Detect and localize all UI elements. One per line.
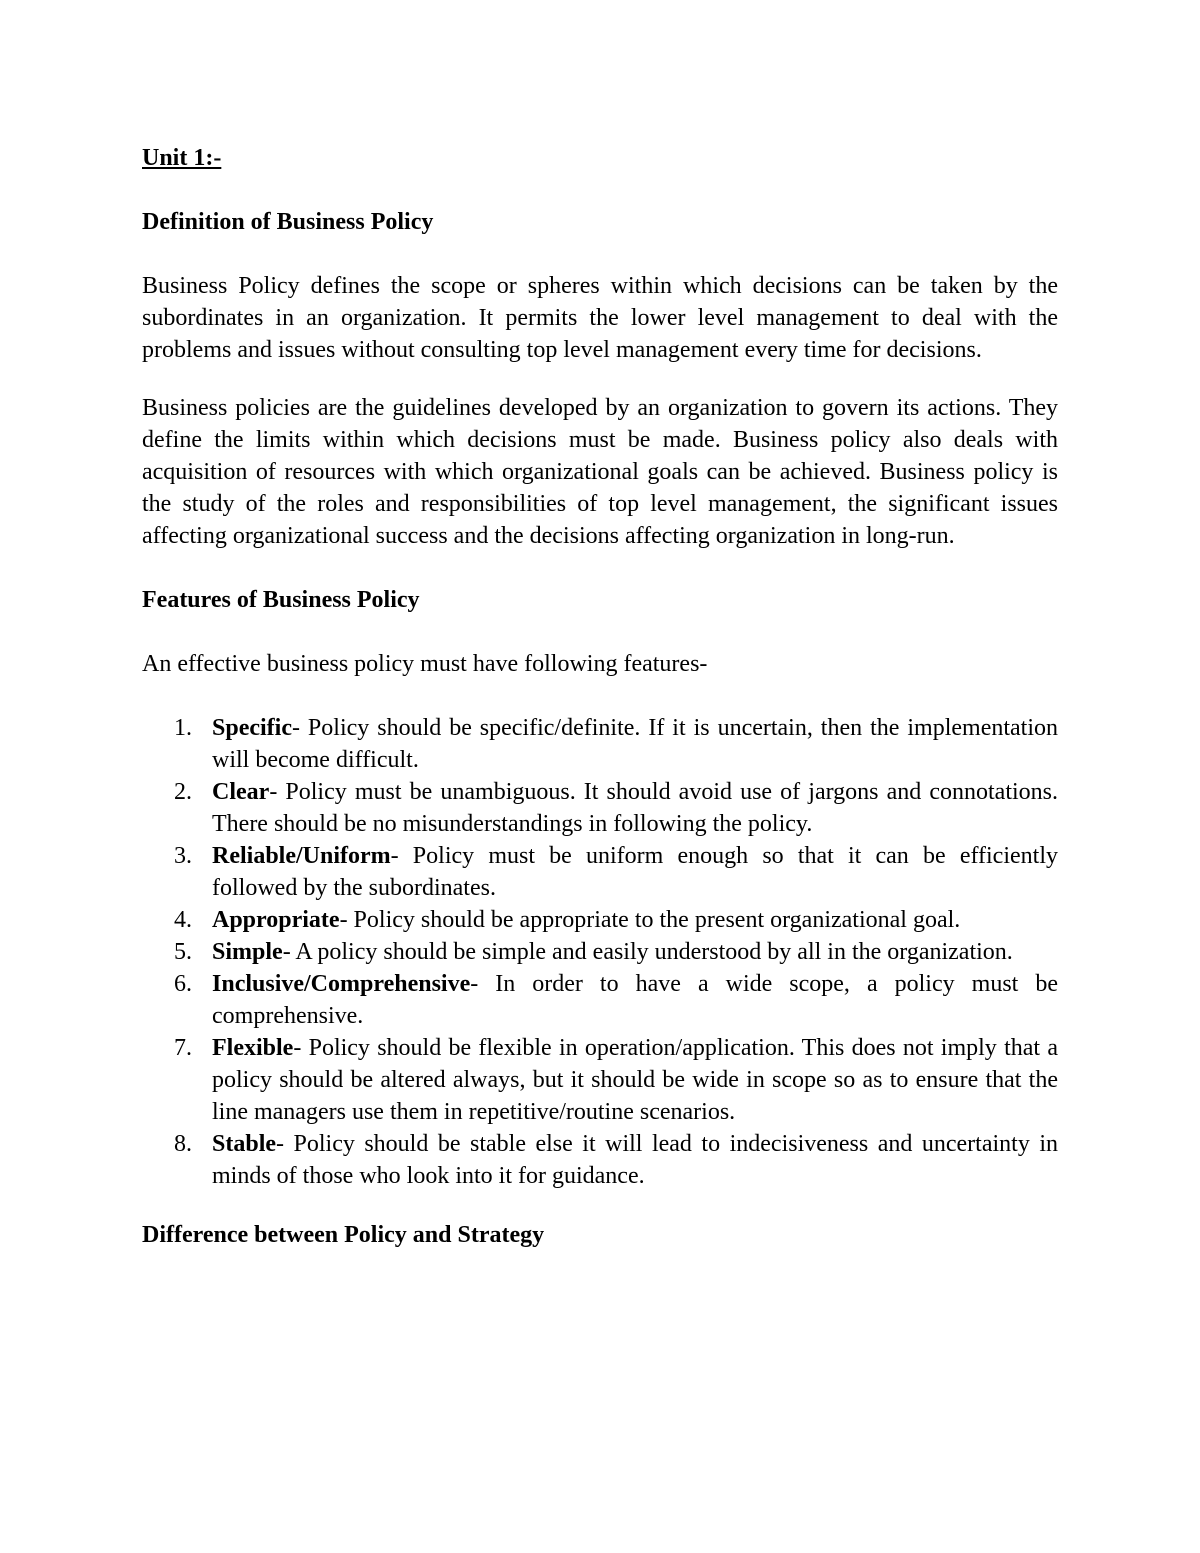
feature-text: - Policy should be stable else it will lead to indecisiveness and uncertainty in minds of those who look into it for guidance. <box>212 1131 1058 1189</box>
feature-item <box>142 968 1058 1032</box>
feature-item <box>142 840 1058 904</box>
feature-term: Appropriate <box>212 907 340 933</box>
feature-number: 2. <box>174 779 192 805</box>
feature-text: - In order to have a wide scope, a policy must be comprehensive. <box>212 971 1058 1029</box>
definition-paragraph-2: Business policies are the guidelines developed by an organization to govern its actions. They define the limits within which decisions must be made. Business policy also deals with acquisition of resources with which organizational goals can be achieved. Business policy is the study of the roles and responsibilities of top level management, the significant issues affecting organizational success and the decisions affecting organization in long-run. <box>142 395 1058 549</box>
features-list <box>142 712 1058 1192</box>
feature-number: 5. <box>174 939 192 965</box>
features-heading: Features of Business Policy <box>142 587 420 613</box>
feature-text: - Policy should be specific/definite. If it is uncertain, then the implementation will become difficult. <box>212 715 1058 773</box>
features-intro: An effective business policy must have following features- <box>142 651 708 677</box>
feature-term: Inclusive/Comprehensive <box>212 971 471 997</box>
feature-text: - A policy should be simple and easily understood by all in the organization. <box>282 939 1013 965</box>
feature-text: - Policy should be flexible in operation/application. This does not imply that a policy should be altered always, but it should be wide in scope so as to ensure that the line managers use them in repetitive/routine scenarios. <box>212 1035 1058 1125</box>
feature-number: 3. <box>174 843 192 869</box>
feature-item <box>142 712 1058 776</box>
feature-term: Flexible <box>212 1035 294 1061</box>
feature-term: Specific <box>212 715 292 741</box>
difference-heading: Difference between Policy and Strategy <box>142 1222 545 1248</box>
document-page <box>142 142 1058 1283</box>
feature-item <box>142 904 1058 936</box>
feature-item <box>142 776 1058 840</box>
feature-item <box>142 1032 1058 1128</box>
feature-term: Simple <box>212 939 283 965</box>
unit-heading: Unit 1:- <box>142 145 222 171</box>
feature-number: 8. <box>174 1131 192 1157</box>
feature-text: - Policy should be appropriate to the present organizational goal. <box>339 907 961 933</box>
feature-text: - Policy must be uniform enough so that it can be efficiently followed by the subordinates. <box>212 843 1058 901</box>
feature-number: 4. <box>174 907 192 933</box>
feature-number: 7. <box>174 1035 192 1061</box>
definition-heading: Definition of Business Policy <box>142 209 434 235</box>
feature-term: Clear <box>212 779 270 805</box>
feature-term: Stable <box>212 1131 277 1157</box>
feature-item <box>142 1128 1058 1192</box>
feature-number: 1. <box>174 715 192 741</box>
definition-paragraph-1: Business Policy defines the scope or spheres within which decisions can be taken by the subordinates in an organization. It permits the lower level management to deal with the problems and issues without consulting top level management every time for decisions. <box>142 273 1058 363</box>
feature-term: Reliable/Uniform <box>212 843 391 869</box>
feature-number: 6. <box>174 971 192 997</box>
feature-item <box>142 936 1058 968</box>
feature-text: - Policy must be unambiguous. It should avoid use of jargons and connotations. There should be no misunderstandings in following the policy. <box>212 779 1058 837</box>
